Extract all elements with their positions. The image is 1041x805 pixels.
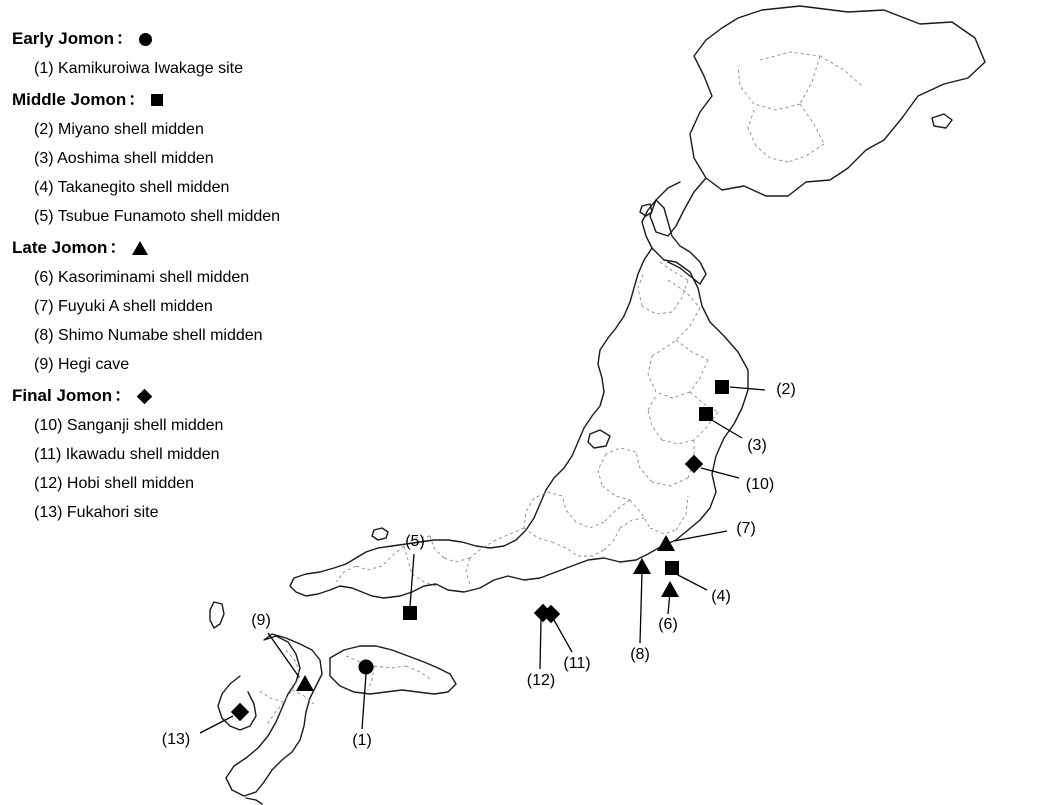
legend-group-heading (12, 85, 412, 115)
site-marker-4[interactable] (665, 561, 679, 575)
site-marker-10[interactable] (685, 455, 703, 473)
site-label-9: (9) (251, 612, 271, 629)
site-label-3: (3) (747, 437, 767, 454)
circle-icon (139, 33, 152, 46)
site-marker-13[interactable] (231, 703, 249, 721)
legend-group (12, 85, 412, 231)
site-marker-3[interactable] (699, 407, 713, 421)
legend-group-title: Final Jomon (12, 386, 113, 405)
legend-group-title: Early Jomon (12, 29, 115, 48)
site-label-13: (13) (161, 731, 191, 748)
site-label-4: (4) (711, 588, 731, 605)
site-marker-9[interactable] (296, 675, 314, 691)
site-marker-5[interactable] (403, 606, 417, 620)
legend-item: (11) Ikawadu shell midden (34, 446, 220, 463)
legend-item: (2) Miyano shell midden (34, 121, 204, 138)
site-label-1: (1) (352, 732, 372, 749)
site-marker-8[interactable] (633, 558, 651, 574)
site-label-11: (11) (563, 655, 591, 672)
legend-item: (3) Aoshima shell midden (34, 150, 214, 167)
legend-group (12, 381, 412, 527)
site-marker-6[interactable] (661, 581, 679, 597)
legend-item: (8) Shimo Numabe shell midden (34, 327, 263, 344)
legend-group-heading (12, 233, 412, 263)
site-label-6: (6) (658, 616, 678, 633)
legend-group-heading (12, 381, 412, 411)
legend-colon: ： (116, 29, 134, 48)
site-label-2: (2) (776, 381, 796, 398)
legend-item: (7) Fuyuki A shell midden (34, 298, 213, 315)
site-label-5: (5) (405, 533, 425, 550)
site-marker-7[interactable] (657, 535, 675, 551)
square-icon (151, 94, 163, 106)
legend-item: (4) Takanegito shell midden (34, 179, 230, 196)
site-label-7: (7) (736, 520, 756, 537)
legend-group-title: Late Jomon (12, 238, 108, 257)
legend-group (12, 233, 412, 379)
legend-item: (13) Fukahori site (34, 504, 159, 521)
legend-item: (10) Sanganji shell midden (34, 417, 224, 434)
site-label-8: (8) (630, 646, 650, 663)
legend-colon: ： (128, 90, 146, 109)
legend-group-heading (12, 24, 412, 54)
legend-item: (1) Kamikuroiwa Iwakage site (34, 60, 243, 77)
site-marker-2[interactable] (715, 380, 729, 394)
legend-item: (12) Hobi shell midden (34, 475, 195, 492)
legend-group-title: Middle Jomon (12, 90, 127, 109)
site-label-10: (10) (745, 476, 775, 493)
legend (12, 24, 412, 529)
legend-item: (5) Tsubue Funamoto shell midden (34, 208, 281, 225)
site-label-12: (12) (526, 672, 556, 689)
legend-group (12, 24, 412, 83)
legend-colon: ： (114, 386, 132, 405)
diamond-icon (137, 388, 153, 404)
legend-colon: ： (109, 238, 127, 257)
legend-item: (6) Kasoriminami shell midden (34, 269, 250, 286)
site-marker-1[interactable] (359, 660, 374, 675)
legend-item: (9) Hegi cave (34, 356, 130, 373)
triangle-icon (132, 241, 148, 255)
